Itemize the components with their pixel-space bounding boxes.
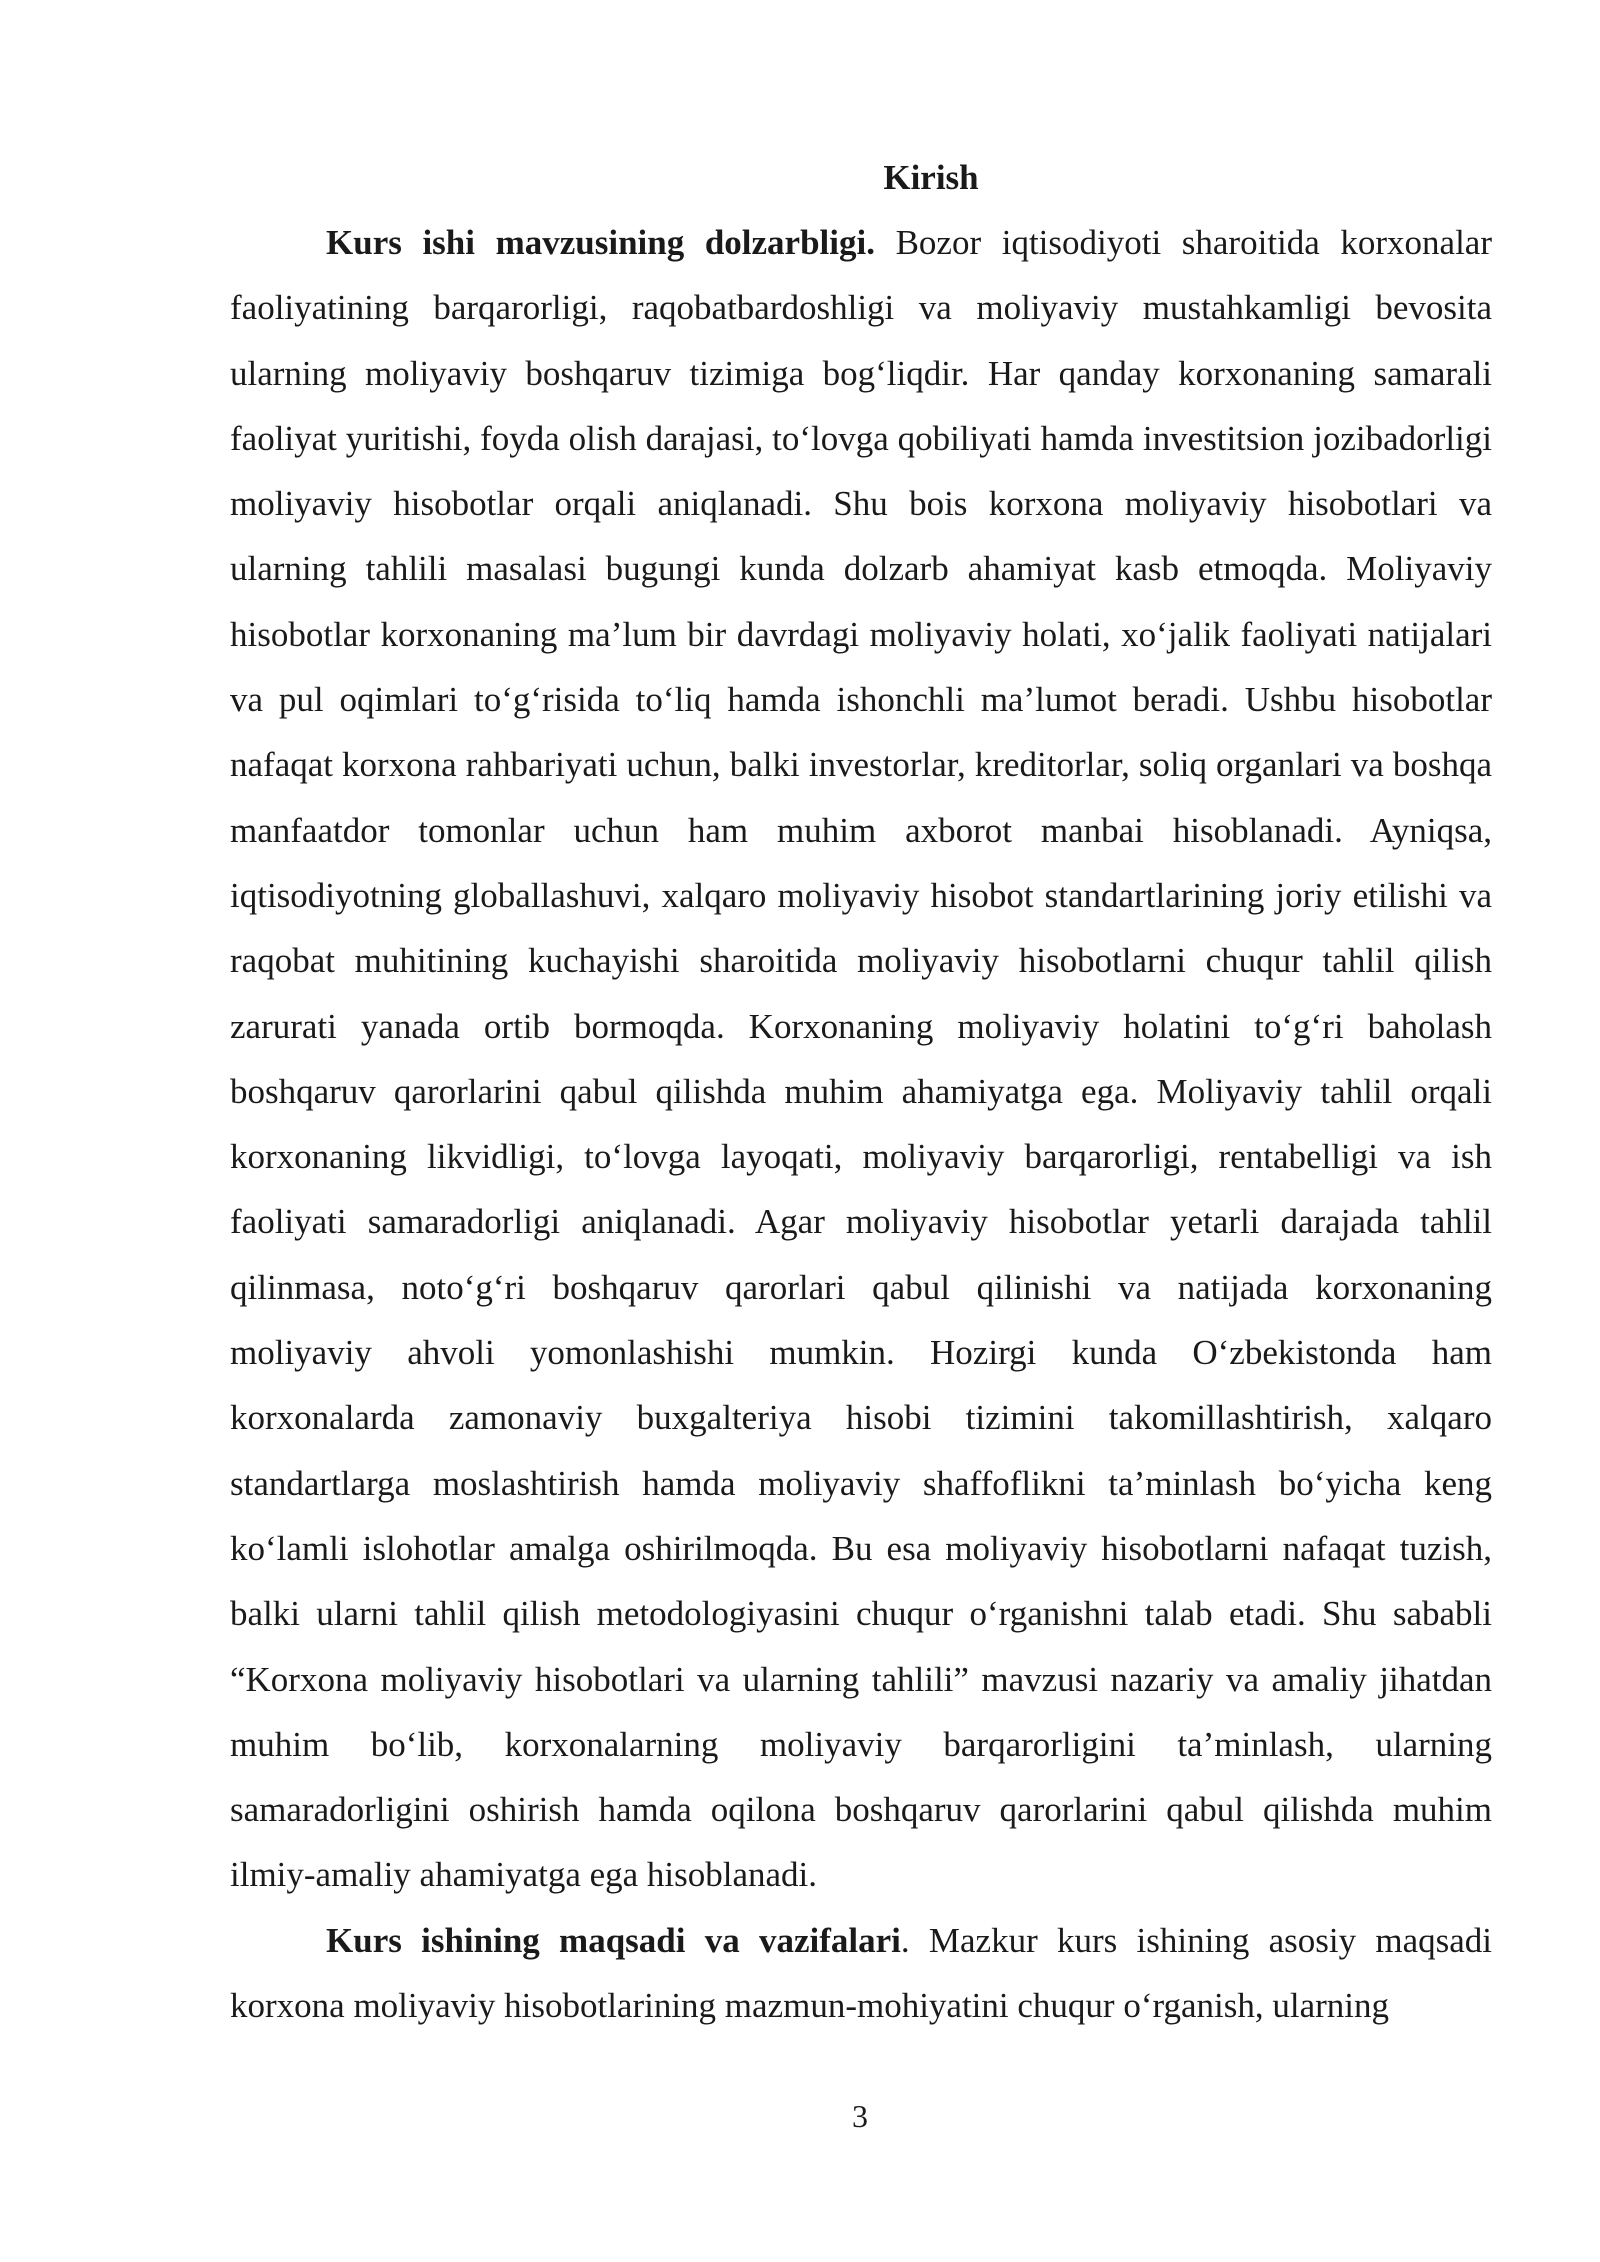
page-number: 3 [852,2098,868,2134]
paragraph-text: Bozor iqtisodiyoti sharoitida korxonalar faoliyatining barqarorligi, raqobatbardoshligi va moliyaviy mustahkamligi bevosita ularning moliyaviy boshqaruv tizimiga bog‘liqdir. Har qanday korxonaning samarali faoliyat yuritishi, foyda olish darajasi, to‘lovga qobiliyati hamda investitsion jozibadorligi moliyaviy hisobotlar orqali aniqlanadi. Shu bois korxona moliyaviy hisobotlari va ularning tahlili masalasi bugungi kunda dolzarb ahamiyat kasb etmoqda. Moliyaviy hisobotlar korxonaning ma’lum bir davrdagi moliyaviy holati, xo‘jalik faoliyati natijalari va pul oqimlari to‘g‘risida to‘liq hamda ishonchli ma’lumot beradi. Ushbu hisobotlar nafaqat korxona rahbariyati uchun, balki investorlar, kreditorlar, soliq organlari va boshqa manfaatdor tomonlar uchun ham muhim axborot manbai hisoblanadi. Ayniqsa, iqtisodiyotning globallashuvi, xalqaro moliyaviy hisobot standartlarining joriy etilishi va raqobat muhitining kuchayishi sharoitida moliyaviy hisobotlarni chuqur tahlil qilish zarurati yanada ortib bormoqda. Korxonaning moliyaviy holatini to‘g‘ri baholash boshqaruv qarorlarini qabul qilishda muhim ahamiyatga ega. Moliyaviy tahlil orqali korxonaning likvidligi, to‘lovga layoqati, moliyaviy barqarorligi, rentabelligi va ish faoliyati samaradorligi aniqlanadi. Agar moliyaviy hisobotlar yetarli darajada tahlil qilinmasa, noto‘g‘ri boshqaruv qarorlari qabul qilinishi va natijada korxonaning moliyaviy ahvoli yomonlashishi mumkin. Hozirgi kunda O‘zbekistonda ham korxonalarda zamonaviy buxgalteriya hisobi tizimini takomillashtirish, xalqaro standartlarga moslashtirish hamda moliyaviy shaffoflikni ta’minlash bo‘yicha keng ko‘lamli islohotlar amalga oshirilmoqda. Bu esa moliyaviy hisobotlarni nafaqat tuzish, balki ularni tahlil qilish metodologiyasini chuqur o‘rganishni talab etadi. Shu sababli “Korxona moliyaviy hisobotlari va ularning tahlili” mavzusi nazariy va amaliy jihatdan muhim bo‘lib, korxonalarning moliyaviy barqarorligini ta’minlash, ularning samaradorligini oshirish hamda oqilona boshqaruv qarorlarini qabul qilishda muhim ilmiy-amaliy ahamiyatga ega hisoblanadi. [230,223,1492,1895]
paragraph-goals [230,1908,1492,2039]
paragraph-relevance [230,210,1492,1908]
paragraph-text: . Mazkur kurs ishining asosiy maqsadi korxona moliyaviy hisobotlarining mazmun-mohiyatini chuqur o‘rganish, ularning [230,1920,1492,2026]
section-heading: Kirish [883,158,979,197]
document-page [230,145,1492,2250]
body-text [230,210,1492,2250]
paragraph-lead: Kurs ishi mavzusining dolzarbligi. [326,223,875,262]
paragraph-lead: Kurs ishining maqsadi va vazifalari [326,1920,901,1960]
